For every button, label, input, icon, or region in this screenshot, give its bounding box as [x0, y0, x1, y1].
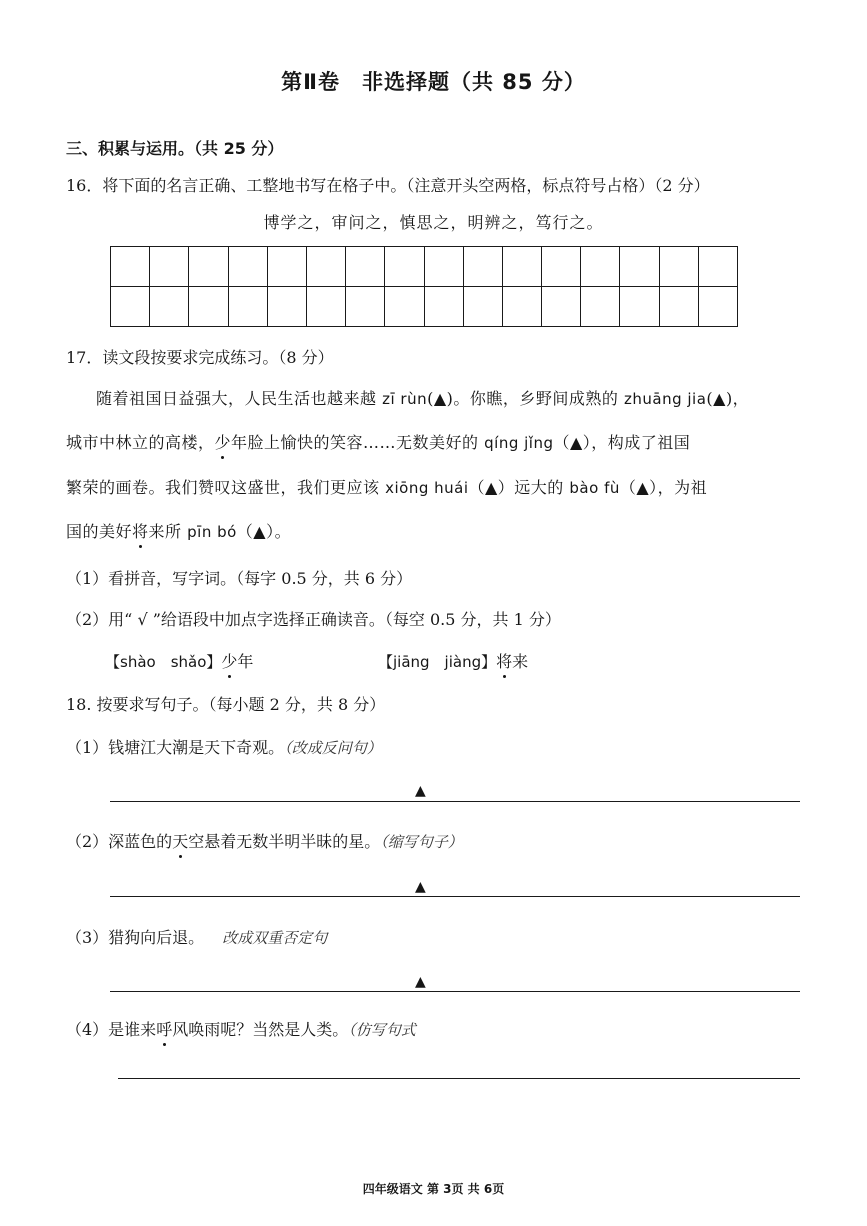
pinyin: bào fù	[569, 479, 620, 497]
q16-quote: 博学之，审问之，慎思之，明辨之，笃行之。	[263, 213, 604, 232]
grid-cell[interactable]	[267, 247, 306, 287]
grid-cell[interactable]	[698, 287, 737, 327]
answer-line[interactable]	[118, 1078, 800, 1079]
sentence-text: （4）是谁来	[66, 1020, 157, 1039]
q17-sub2: （2）用“ √ ”给语段中加点字选择正确读音。（每空 0.5 分，共 1 分）	[66, 610, 561, 629]
pinyin-options[interactable]: 【shào shǎo】	[105, 653, 222, 671]
sentence-text: 空悬着无数半明半昧的星。	[188, 832, 381, 851]
option-word: 来	[512, 652, 529, 671]
passage-text: （▲），构成了祖国	[553, 433, 691, 452]
grid-cell[interactable]	[659, 287, 698, 327]
pinyin: xiōng huái	[385, 479, 469, 497]
grid-cell[interactable]	[267, 287, 306, 327]
grid-cell[interactable]	[659, 247, 698, 287]
dotted-char: 将	[496, 649, 512, 672]
q17-sub1: （1）看拼音，写字词。（每字 0.5 分，共 6 分）	[66, 569, 413, 588]
answer-line[interactable]	[110, 801, 800, 802]
passage-text: （▲），为祖	[619, 478, 708, 497]
writing-grid[interactable]	[110, 246, 738, 327]
grid-cell[interactable]	[542, 287, 581, 327]
page-footer: 四年级语文 第 3页 共 6页	[362, 1182, 505, 1196]
grid-row	[111, 287, 738, 327]
q18-prompt: 18. 按要求写句子。（每小题 2 分，共 8 分）	[66, 695, 386, 714]
q18-item-3	[66, 925, 327, 948]
passage-text: 繁荣的画卷。我们赞叹这盛世，我们更应该	[66, 478, 386, 497]
handwritten-instruction: （改成反问句）	[284, 739, 382, 757]
grid-cell[interactable]	[189, 287, 228, 327]
dotted-char: 少	[215, 430, 232, 453]
handwritten-instruction: （仿写句式	[348, 1021, 416, 1039]
grid-cell[interactable]	[581, 247, 620, 287]
answer-line[interactable]	[110, 991, 800, 992]
sentence-text: （1）钱塘江大潮是天下奇观。	[66, 738, 285, 757]
grid-cell[interactable]	[463, 287, 502, 327]
pinyin: zhuāng jia	[623, 390, 707, 408]
handwritten-instruction: 改成双重否定句	[222, 929, 328, 947]
grid-cell[interactable]	[346, 247, 385, 287]
dotted-char: 呼	[156, 1017, 172, 1040]
page-title: 第Ⅱ卷 非选择题（共 85 分）	[281, 70, 586, 94]
passage-line-4	[66, 519, 291, 542]
reading-option-2[interactable]	[378, 649, 528, 672]
grid-cell[interactable]	[111, 287, 150, 327]
passage-text: 国的美好	[66, 522, 133, 541]
passage-text: 年脸上愉快的笑容……无数美好的	[231, 433, 485, 452]
handwritten-instruction: （缩写句子）	[380, 833, 463, 851]
grid-cell[interactable]	[306, 287, 345, 327]
passage-text: 来所	[148, 522, 188, 541]
passage-line-3	[66, 475, 707, 498]
sentence-text: 风唤雨呢？当然是人类。	[172, 1020, 349, 1039]
answer-marker: ▲	[415, 974, 426, 990]
grid-cell[interactable]	[620, 287, 659, 327]
dotted-char: 天	[172, 829, 188, 852]
section-heading: 三、积累与运用。（共 25 分）	[66, 139, 284, 158]
q18-item-1	[66, 735, 382, 758]
passage-text: （▲）。	[236, 522, 292, 541]
grid-cell[interactable]	[346, 287, 385, 327]
passage-line-1	[96, 386, 749, 409]
grid-cell[interactable]	[189, 247, 228, 287]
grid-cell[interactable]	[385, 287, 424, 327]
passage-text: (▲)，	[706, 389, 750, 408]
passage-text: 随着祖国日益强大，人民生活也越来越	[96, 389, 383, 408]
grid-cell[interactable]	[424, 247, 463, 287]
grid-cell[interactable]	[463, 247, 502, 287]
grid-cell[interactable]	[698, 247, 737, 287]
grid-cell[interactable]	[385, 247, 424, 287]
answer-line[interactable]	[110, 896, 800, 897]
grid-row	[111, 247, 738, 287]
answer-marker: ▲	[415, 879, 426, 895]
dotted-char: 少	[221, 649, 237, 672]
pinyin-options[interactable]: 【jiāng jiàng】	[378, 653, 497, 671]
passage-text: (▲)。你瞧，乡野间成熟的	[427, 389, 624, 408]
sentence-text: （3）猎狗向后退。	[66, 928, 205, 947]
q18-item-2	[66, 829, 463, 852]
passage-text: 城市中林立的高楼，	[66, 433, 215, 452]
grid-cell[interactable]	[150, 247, 189, 287]
grid-cell[interactable]	[581, 287, 620, 327]
option-word: 年	[237, 652, 254, 671]
grid-cell[interactable]	[502, 287, 541, 327]
grid-cell[interactable]	[502, 247, 541, 287]
pinyin: zī rùn	[382, 390, 428, 408]
q18-item-4	[66, 1017, 416, 1040]
grid-cell[interactable]	[111, 247, 150, 287]
grid-cell[interactable]	[150, 287, 189, 327]
answer-marker: ▲	[415, 783, 426, 799]
grid-cell[interactable]	[542, 247, 581, 287]
q16-prompt: 16．将下面的名言正确、工整地书写在格子中。（注意开头空两格，标点符号占格）（2 分）	[66, 176, 710, 195]
grid-cell[interactable]	[424, 287, 463, 327]
q17-prompt: 17．读文段按要求完成练习。（8 分）	[66, 348, 334, 367]
grid-cell[interactable]	[620, 247, 659, 287]
reading-option-1[interactable]	[105, 649, 253, 672]
passage-line-2	[66, 430, 690, 453]
grid-cell[interactable]	[306, 247, 345, 287]
pinyin: pīn bó	[187, 523, 237, 541]
passage-text: （▲）远大的	[468, 478, 570, 497]
grid-cell[interactable]	[228, 247, 267, 287]
grid-cell[interactable]	[228, 287, 267, 327]
sentence-text: （2）深蓝色的	[66, 832, 173, 851]
pinyin: qíng jǐng	[484, 434, 554, 452]
dotted-char: 将	[132, 519, 149, 542]
